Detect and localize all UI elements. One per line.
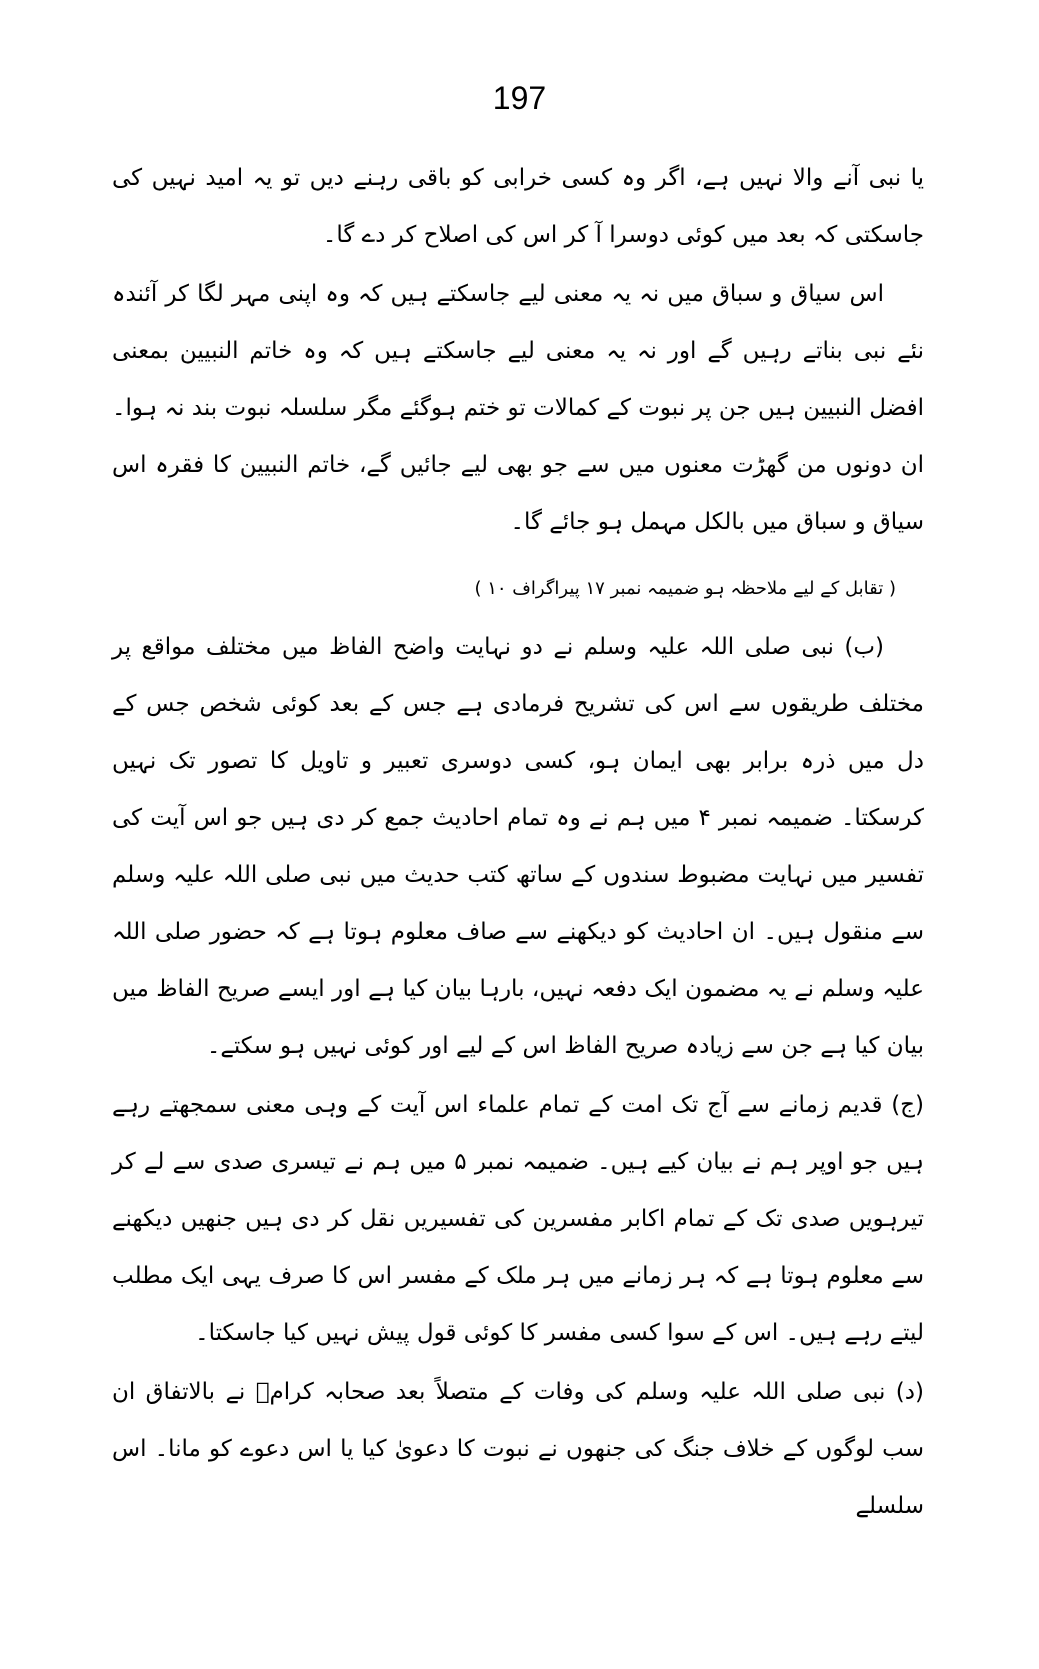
- section-d-paragraph: (د) نبی صلی اللہ علیہ وسلم کی وفات کے متصلاً بعد صحابہ کرامؓ نے بالاتفاق ان سب لوگوں کے خلاف جنگ کی جنھوں نے نبوت کا دعویٰ کیا یا اس دعوے کو مانا۔ اس سلسلے: [112, 1379, 924, 1519]
- page-body: [112, 150, 924, 1535]
- page-number: 197: [492, 80, 547, 116]
- section-j-paragraph: (ج) قدیم زمانے سے آج تک امت کے تمام علماء اس آیت کے وہی معنی سمجھتے رہے ہیں جو اوپر ہم نے بیان کیے ہیں۔ ضمیمہ نمبر ۵ میں ہم نے تیسری صدی سے لے کر تیرہویں صدی تک کے تمام اکابر مفسرین کی تفسیریں نقل کر دی ہیں جنھیں دیکھنے سے معلوم ہوتا ہے کہ ہر زمانے میں ہر ملک کے مفسر اس کا صرف یہی ایک مطلب لیتے رہے ہیں۔ اس کے سوا کسی مفسر کا کوئی قول پیش نہیں کیا جاسکتا۔: [112, 1092, 924, 1346]
- section-b-paragraph: (ب) نبی صلی اللہ علیہ وسلم نے دو نہایت واضح الفاظ میں مختلف مواقع پر مختلف طریقوں سے اس کی تشریح فرمادی ہے جس کے بعد کوئی شخص جس کے دل میں ذرہ برابر بھی ایمان ہو، کسی دوسری تعبیر و تاویل کا تصور تک نہیں کرسکتا۔ ضمیمہ نمبر ۴ میں ہم نے وہ تمام احادیث جمع کر دی ہیں جو اس آیت کی تفسیر میں نہایت مضبوط سندوں کے ساتھ کتب حدیث میں نبی صلی اللہ علیہ وسلم سے منقول ہیں۔ ان احادیث کو دیکھنے سے صاف معلوم ہوتا ہے کہ حضور صلی اللہ علیہ وسلم نے یہ مضمون ایک دفعہ نہیں، بارہا بیان کیا ہے اور ایسے صریح الفاظ میں بیان کیا ہے جن سے زیادہ صریح الفاظ اس کے لیے اور کوئی نہیں ہو سکتے۔: [112, 634, 924, 1059]
- cross-reference-note: ( تقابل کے لیے ملاحظہ ہو ضمیمہ نمبر ۱۷ پیراگراف ۱۰ ): [474, 578, 896, 599]
- paragraph-context: اس سیاق و سباق میں نہ یہ معنی لیے جاسکتے ہیں کہ وہ اپنی مہر لگا کر آئندہ نئے نبی بناتے رہیں گے اور نہ یہ معنی لیے جاسکتے ہیں کہ وہ خاتم النبیین بمعنی افضل النبیین ہیں جن پر نبوت کے کمالات تو ختم ہوگئے مگر سلسلہ نبوت بند نہ ہوا۔ ان دونوں من گھڑت معنوں میں سے جو بھی لیے جائیں گے، خاتم النبیین کا فقرہ اس سیاق و سباق میں بالکل مہمل ہو جائے گا۔: [112, 281, 924, 535]
- paragraph-continuation: یا نبی آنے والا نہیں ہے، اگر وہ کسی خرابی کو باقی رہنے دیں تو یہ امید نہیں کی جاسکتی کہ بعد میں کوئی دوسرا آ کر اس کی اصلاح کر دے گا۔: [112, 165, 924, 248]
